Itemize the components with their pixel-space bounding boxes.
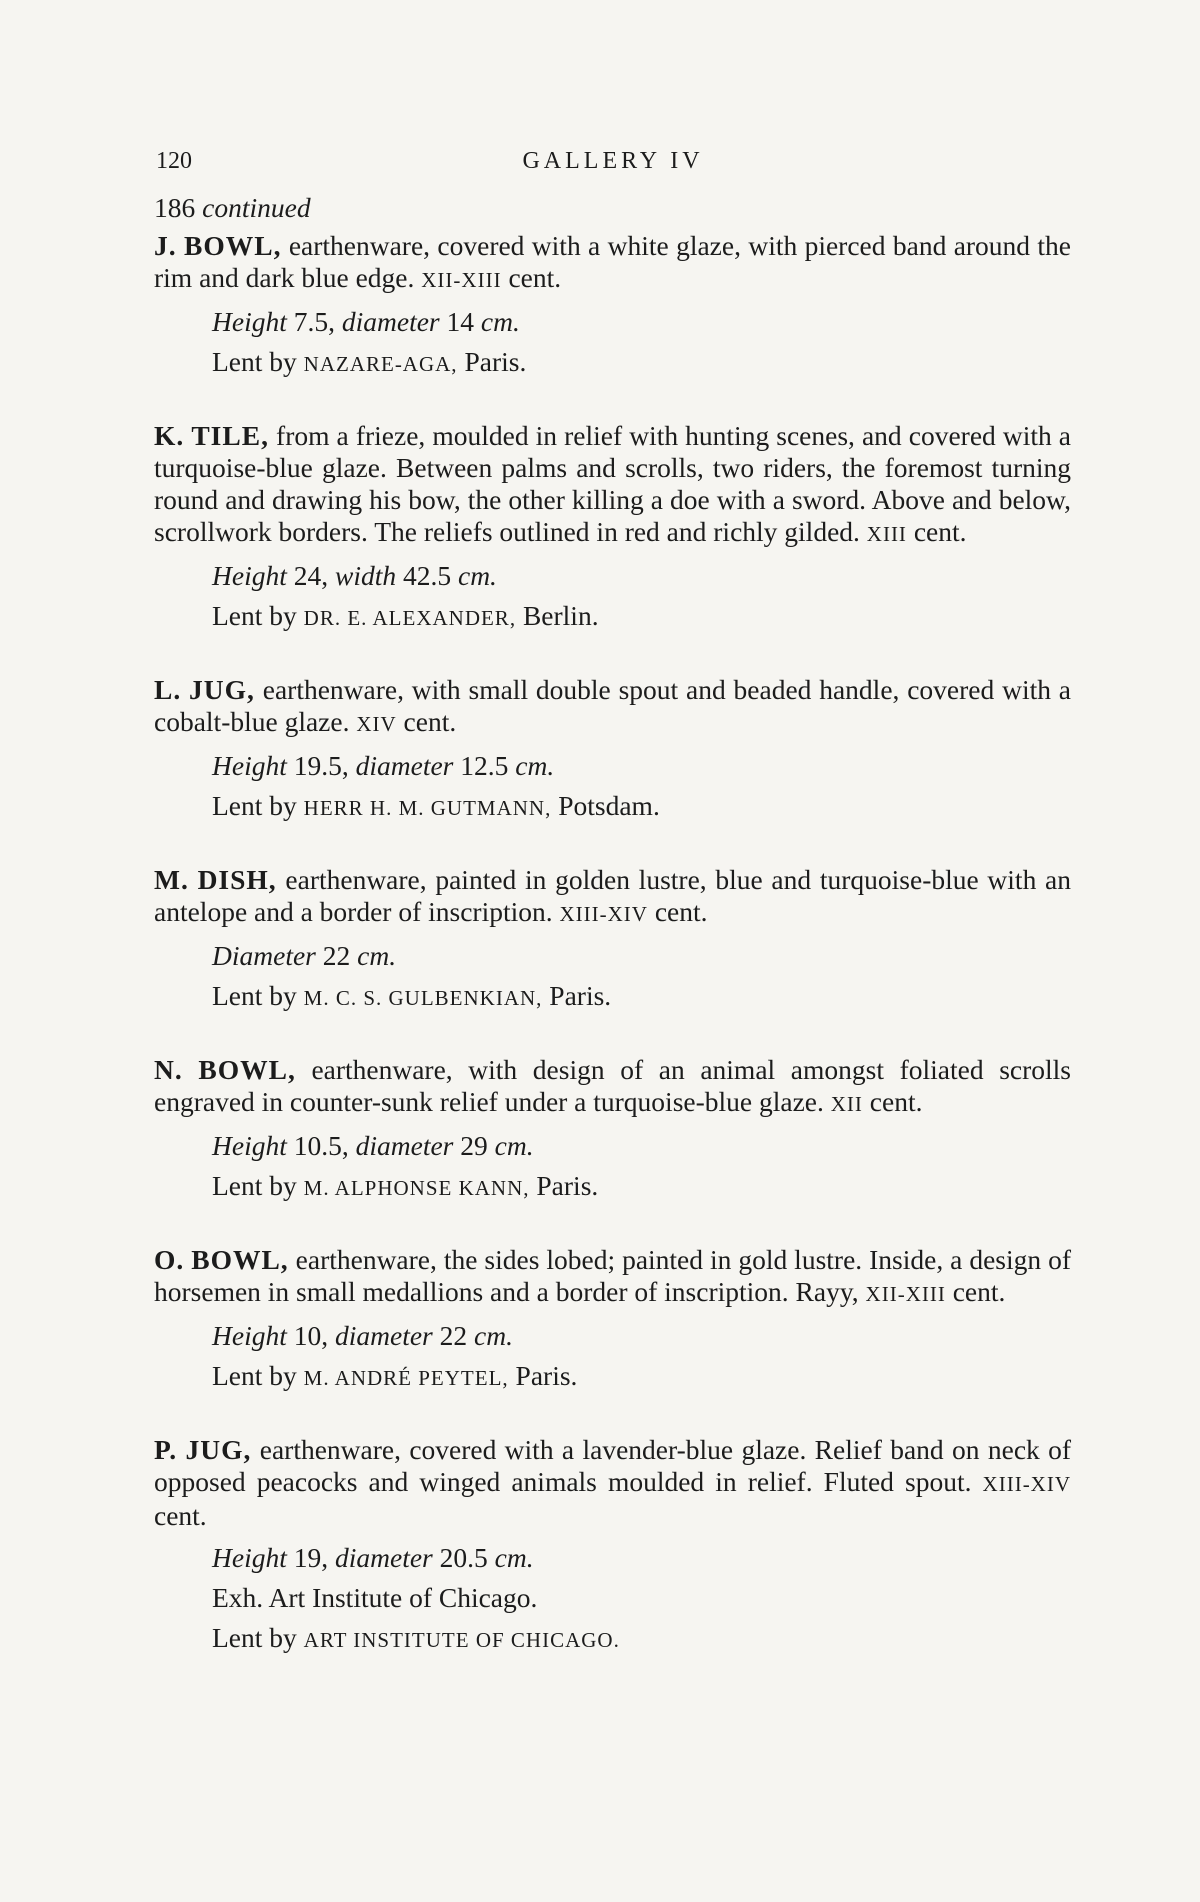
entry-lender (212, 1356, 1071, 1398)
dimension-unit: cm. (494, 1130, 534, 1161)
entry-date: XIII (866, 522, 907, 546)
catalogue-entry (154, 230, 1071, 384)
dimension-label: Diameter (212, 940, 316, 971)
catalogue-entry (154, 1244, 1071, 1398)
dimension-unit: cm. (457, 560, 497, 591)
running-header (156, 148, 1070, 182)
entry-dimensions (212, 1316, 1071, 1356)
page-title: GALLERY IV (522, 148, 704, 174)
entry-description: earthenware, with small double spout and beaded handle, covered with a cobalt-blue glaze. (154, 674, 1072, 737)
lender-prefix: Lent by (212, 1170, 297, 1201)
entry-letter: L. (154, 674, 182, 705)
dimension-unit: cm. (480, 306, 520, 337)
dimension-label: diameter (355, 1130, 454, 1161)
catalogue-entry (154, 1434, 1071, 1660)
entry-description: earthenware, painted in golden lustre, blue and turquoise-blue with an antelope and a border of inscription. (154, 864, 1071, 927)
lender-name: NAZARE-AGA, (303, 352, 458, 376)
entry-dimensions (212, 302, 1071, 342)
catalogue-entry (154, 1054, 1071, 1208)
dimension-value: 14 (446, 306, 474, 337)
catalogue-entry (154, 674, 1071, 828)
entry-description-line (154, 864, 1071, 930)
entry-object-name: BOWL, (191, 1244, 289, 1275)
dimension-label: Height (212, 1542, 287, 1573)
entry-lender (212, 1618, 1071, 1660)
entry-object-name: JUG, (185, 1434, 252, 1465)
dimension-label: Height (212, 560, 287, 591)
entry-lender (212, 596, 1071, 638)
dimension-value: 29 (460, 1130, 488, 1161)
entry-object-name: BOWL, (198, 1054, 296, 1085)
dimension-unit: cm. (515, 750, 555, 781)
dimension-label: diameter (334, 1542, 433, 1573)
entry-lender (212, 342, 1071, 384)
dimension-value: 42.5 (402, 560, 452, 591)
entry-description: earthenware, the sides lobed; painted in gold lustre. Inside, a design of horsemen in small medallions and a border of inscription. Rayy, (154, 1244, 1071, 1307)
dimension-unit: cm. (494, 1542, 534, 1573)
entry-description-line (154, 1434, 1071, 1532)
dimension-value: 24, (293, 560, 329, 591)
lender-name: DR. E. ALEXANDER, (303, 606, 517, 630)
entry-date-suffix: cent. (869, 1086, 923, 1117)
dimension-label: diameter (341, 306, 440, 337)
entry-description: earthenware, with design of an animal amongst foliated scrolls engraved in counter-sunk relief under a turquoise-blue glaze. (154, 1054, 1071, 1117)
entry-date: XII-XIII (421, 268, 502, 292)
dimension-unit: cm. (357, 940, 397, 971)
entry-description: from a frieze, moulded in relief with hunting scenes, and covered with a turquoise-blue glaze. Between palms and scrolls, two riders, the foremost turning round and drawing his bow, the other killing a doe with a sword. Above and below, scrollwork borders. The reliefs outlined in red and richly gilded. (154, 420, 1072, 547)
entry-exhibited: Exh. Art Institute of Chicago. (212, 1582, 538, 1613)
entry-description-line (154, 230, 1071, 296)
entry-letter: O. (154, 1244, 185, 1275)
entry-date-suffix: cent. (154, 1500, 207, 1531)
catalogue-entry (154, 420, 1071, 638)
lender-name: HERR H. M. GUTMANN, (303, 796, 552, 820)
lender-place: Paris. (464, 346, 527, 377)
dimension-label: Height (212, 1130, 287, 1161)
entry-date: XIII-XIV (982, 1472, 1072, 1496)
entry-description-line (154, 1054, 1071, 1120)
entry-list (154, 230, 1071, 1660)
entry-date-suffix: cent. (952, 1276, 1006, 1307)
lender-prefix: Lent by (212, 980, 297, 1011)
dimension-value: 19, (293, 1542, 329, 1573)
dimension-label: width (334, 560, 397, 591)
dimension-label: diameter (355, 750, 454, 781)
entry-object-name: JUG, (189, 674, 255, 705)
entry-letter: K. (154, 420, 185, 451)
dimension-value: 22 (439, 1320, 468, 1351)
dimension-value: 20.5 (439, 1542, 488, 1573)
entry-description-line (154, 674, 1071, 740)
lender-prefix: Lent by (212, 1360, 297, 1391)
lender-name: M. C. S. GULBENKIAN, (303, 986, 543, 1010)
dimension-label: Height (212, 750, 287, 781)
lender-name: ART INSTITUTE OF CHICAGO. (303, 1628, 620, 1652)
entry-object-name: BOWL, (184, 230, 282, 261)
entry-letter: N. (154, 1054, 183, 1085)
entry-date: XII (830, 1092, 863, 1116)
lender-place: Paris. (549, 980, 612, 1011)
catalogue-body (154, 192, 1071, 1696)
entry-date: XIV (356, 712, 397, 736)
entry-description: earthenware, covered with a white glaze, with pierced band around the rim and dark blue edge. (154, 230, 1072, 293)
lender-name: M. ALPHONSE KANN, (303, 1176, 530, 1200)
entry-letter: P. (154, 1434, 178, 1465)
lender-place: Potsdam. (558, 790, 660, 821)
lender-prefix: Lent by (212, 790, 297, 821)
entry-description-line (154, 1244, 1071, 1310)
entry-letter: J. (154, 230, 177, 261)
lender-prefix: Lent by (212, 600, 297, 631)
entry-object-name: DISH, (197, 864, 277, 895)
dimension-label: Height (212, 306, 287, 337)
dimension-label: Height (212, 1320, 287, 1351)
dimension-value: 10, (293, 1320, 329, 1351)
entry-dimensions (212, 1126, 1071, 1166)
entry-dimensions (212, 1538, 1071, 1578)
entry-description-line (154, 420, 1071, 550)
lender-place: Berlin. (522, 600, 599, 631)
entry-date: XIII-XIV (559, 902, 648, 926)
entry-date: XII-XIII (865, 1282, 946, 1306)
dimension-value: 19.5, (293, 750, 349, 781)
entry-date-suffix: cent. (403, 706, 457, 737)
entry-number: 186 (154, 192, 196, 223)
lender-place: Paris. (536, 1170, 599, 1201)
lender-prefix: Lent by (212, 346, 297, 377)
entry-lender (212, 1166, 1071, 1208)
entry-description: earthenware, covered with a lavender-blue glaze. Relief band on neck of opposed peacocks and winged animals moulded in relief. Fluted spout. (154, 1434, 1072, 1497)
entry-date-suffix: cent. (508, 262, 562, 293)
entry-lender (212, 786, 1071, 828)
entry-date-suffix: cent. (913, 516, 967, 547)
dimension-value: 22 (322, 940, 351, 971)
entry-object-name: TILE, (191, 420, 269, 451)
entry-lender (212, 976, 1071, 1018)
entry-letter: M. (154, 864, 189, 895)
dimension-value: 12.5 (460, 750, 509, 781)
continued-line (154, 192, 1071, 224)
entry-dimensions (212, 746, 1071, 786)
entry-date-suffix: cent. (654, 896, 708, 927)
catalogue-entry (154, 864, 1071, 1018)
dimension-value: 7.5, (293, 306, 335, 337)
lender-name: M. ANDRÉ PEYTEL, (303, 1366, 509, 1390)
continued-label: continued (202, 192, 311, 223)
dimension-value: 10.5, (293, 1130, 349, 1161)
entry-dimensions (212, 556, 1071, 596)
lender-place: Paris. (515, 1360, 578, 1391)
dimension-unit: cm. (474, 1320, 513, 1351)
page-number: 120 (156, 148, 192, 174)
entry-dimensions (212, 936, 1071, 976)
dimension-label: diameter (334, 1320, 433, 1351)
lender-prefix: Lent by (212, 1622, 297, 1653)
